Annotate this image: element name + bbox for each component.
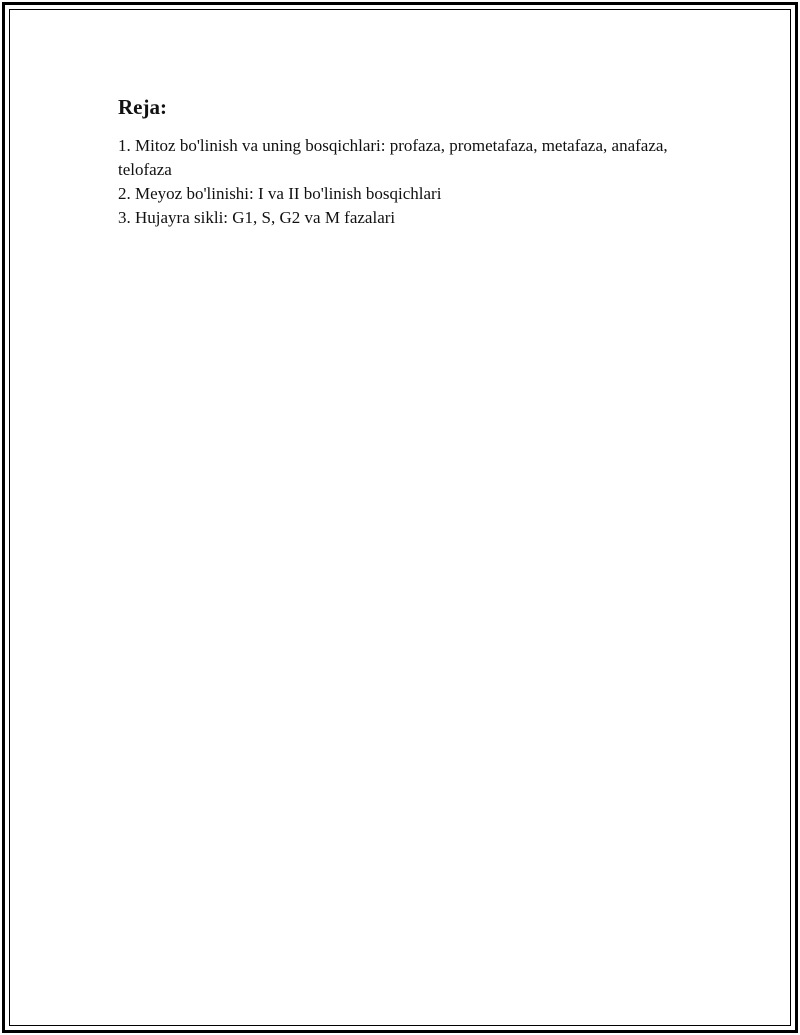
page-content (118, 94, 678, 230)
plan-list (118, 134, 678, 230)
plan-heading: Reja: (118, 95, 167, 119)
plan-item-2: 2. Meyoz bo'linishi: I va II bo'linish bosqichlari (118, 184, 442, 203)
plan-item-3: 3. Hujayra sikli: G1, S, G2 va M fazalari (118, 208, 396, 227)
plan-item-1: 1. Mitoz bo'linish va uning bosqichlari: profaza, prometafaza, metafaza, anafaza, telofaza (118, 136, 668, 179)
